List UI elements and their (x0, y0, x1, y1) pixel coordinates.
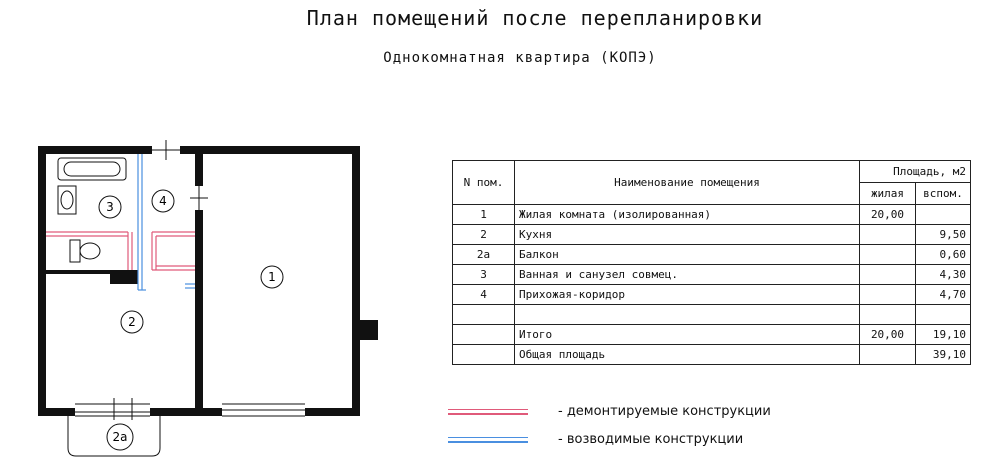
rooms-table (452, 160, 971, 365)
table-cell-name: Прихожая-коридор (515, 285, 860, 305)
table-cell-aux: 19,10 (916, 325, 971, 345)
table-row (453, 345, 971, 365)
table-cell-name: Ванная и санузел совмец. (515, 265, 860, 285)
table-row (453, 225, 971, 245)
table-cell-num (453, 305, 515, 325)
room-label-1: 1 (268, 270, 276, 284)
table-cell-aux: 9,50 (916, 225, 971, 245)
table-cell-name: Жилая комната (изолированная) (515, 205, 860, 225)
table-cell-aux: 0,60 (916, 245, 971, 265)
table-cell-living (860, 225, 916, 245)
riser-shaft (112, 272, 132, 284)
table-row (453, 205, 971, 225)
table-row (453, 325, 971, 345)
page-title: План помещений после перепланировки (306, 6, 764, 30)
table-cell-name: Кухня (515, 225, 860, 245)
table-cell-name: Балкон (515, 245, 860, 265)
table-cell-aux: 39,10 (916, 345, 971, 365)
room-label-2: 2 (128, 315, 136, 329)
demolished-structures (46, 232, 195, 270)
table-cell-living (860, 265, 916, 285)
table-cell-num: 4 (453, 285, 515, 305)
table-cell-living (860, 285, 916, 305)
table-cell-num: 1 (453, 205, 515, 225)
legend-line-pink (448, 409, 528, 415)
legend-erected (448, 432, 743, 447)
floor-plan (0, 0, 440, 465)
table-cell-living (860, 305, 916, 325)
header-num: N пом. (453, 161, 515, 205)
legend-demolished (448, 404, 771, 419)
legend-label: - возводимые конструкции (558, 432, 744, 447)
table-cell-aux: 4,30 (916, 265, 971, 285)
table-cell-num (453, 325, 515, 345)
table-row (453, 265, 971, 285)
table-cell-aux (916, 305, 971, 325)
table-cell-living (860, 345, 916, 365)
sink-icon (58, 186, 76, 214)
room-label-4: 4 (159, 194, 167, 208)
legend-label: - демонтируемые конструкции (558, 404, 771, 419)
toilet-icon (70, 240, 100, 262)
table-cell-aux (916, 205, 971, 225)
interior-door (190, 186, 208, 210)
room-label-3: 3 (106, 200, 114, 214)
table-cell-living: 20,00 (860, 325, 916, 345)
table-cell-num (453, 345, 515, 365)
table-cell-name: Общая площадь (515, 345, 860, 365)
table-row (453, 305, 971, 325)
table-cell-name: Итого (515, 325, 860, 345)
header-area: Площадь, м2 (860, 161, 971, 183)
header-living: жилая (860, 183, 916, 205)
room-label-2a: 2а (112, 430, 128, 444)
table-cell-living (860, 245, 916, 265)
header-name: Наименование помещения (515, 161, 860, 205)
table-cell-living: 20,00 (860, 205, 916, 225)
legend-line-blue (448, 437, 528, 443)
table-cell-name (515, 305, 860, 325)
table-cell-num: 3 (453, 265, 515, 285)
table-cell-aux: 4,70 (916, 285, 971, 305)
page-subtitle: Однокомнатная квартира (КОПЭ) (383, 50, 657, 66)
table-cell-num: 2 (453, 225, 515, 245)
table-cell-num: 2а (453, 245, 515, 265)
bathtub-icon (58, 158, 126, 180)
table-row (453, 245, 971, 265)
outer-walls (38, 146, 378, 416)
entrance-door (152, 140, 180, 160)
table-row (453, 285, 971, 305)
header-aux: вспом. (916, 183, 971, 205)
